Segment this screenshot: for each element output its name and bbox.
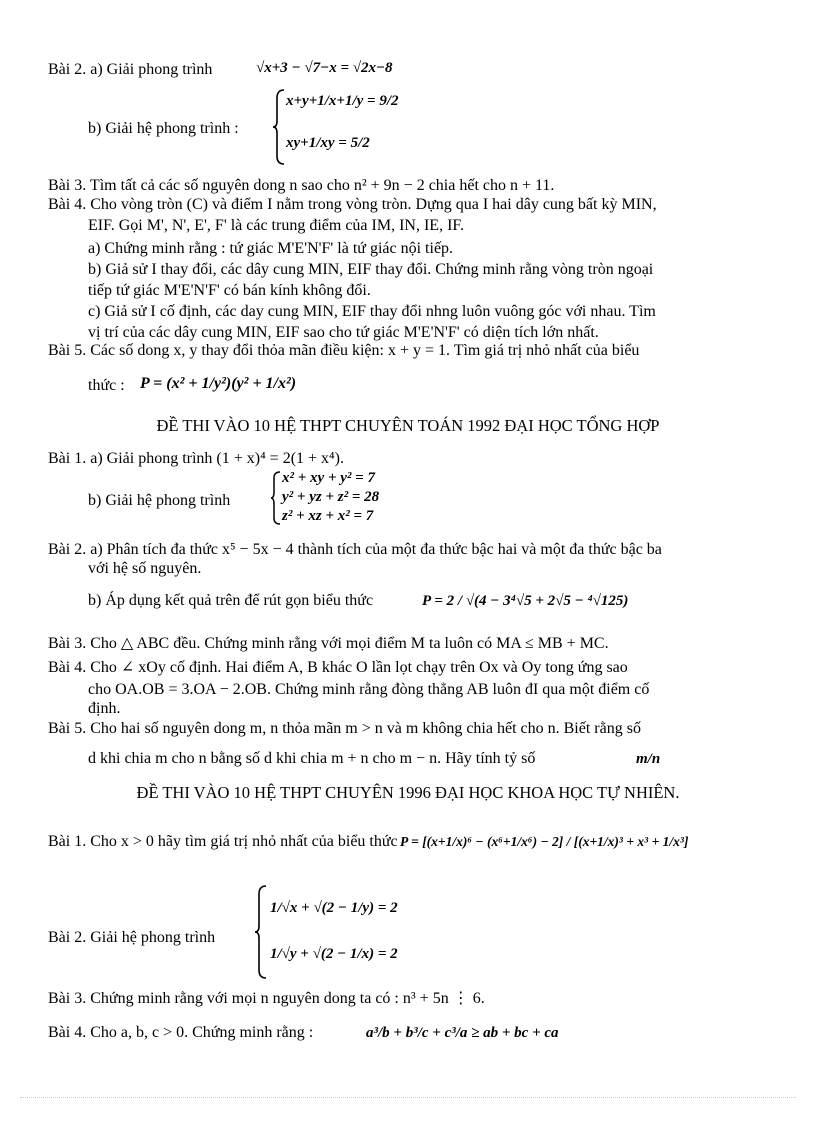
s3-problem-2-text: Bài 2. Giải hệ phong trình	[48, 929, 216, 946]
page-divider	[20, 1097, 796, 1098]
problem-2a-equation: √x+3 − √7−x = √2x−8	[256, 60, 393, 76]
problem-5-expression: P = (x² + 1/y²)(y² + 1/x²)	[140, 375, 297, 392]
s2-problem-2a-line-2: với hệ số nguyên.	[88, 560, 202, 577]
s2-problem-1b-text: b) Giải hệ phong trình	[88, 492, 231, 509]
system-brace-icon	[272, 88, 286, 166]
s2-problem-4-line-2: cho OA.OB = 3.OA − 2.OB. Chứng minh rằng đòng thẳng AB luôn đI qua một điểm cố	[88, 681, 650, 698]
s2-problem-4-line-3: định.	[88, 700, 121, 717]
s3-problem-3-text: Bài 3. Chứng minh rằng với mọi n nguyên dong ta có : n³ + 5n ⋮ 6.	[48, 990, 485, 1007]
s2-problem-2b-expression: P = 2 / √(4 − 3⁴√5 + 2√5 − ⁴√125)	[422, 593, 629, 609]
s2-problem-1a-text: Bài 1. a) Giải phong trình (1 + x)⁴ = 2(1 + x⁴).	[48, 450, 344, 467]
s2-system-equation-1: x² + xy + y² = 7	[282, 470, 375, 486]
problem-4-line-2: EIF. Gọi M', N', E', F' là các trung điểm của IM, IN, IE, IF.	[88, 217, 465, 234]
problem-4b-line-2: tiếp tứ giác M'E'N'F' có bán kính không đổi.	[88, 282, 371, 299]
s2-problem-5-expression: m/n	[636, 751, 661, 767]
problem-3-text: Bài 3. Tìm tất cả các số nguyên dong n sao cho n² + 9n − 2 chia hết cho n + 11.	[48, 177, 555, 194]
problem-2b-text: b) Giải hệ phong trình :	[88, 120, 239, 137]
s3-system-equation-1: 1/√x + √(2 − 1/y) = 2	[270, 900, 398, 916]
s2-problem-5-line-2: d khi chia m cho n bằng số d khi chia m + n cho m − n. Hãy tính tỷ số	[88, 750, 536, 767]
s2-system-equation-2: y² + yz + z² = 28	[282, 489, 380, 505]
problem-4b-line-1: b) Giả sử I thay đổi, các dây cung MIN, EIF thay đổi. Chứng minh rằng vòng tròn ngoại	[88, 261, 654, 278]
system-equation-1: x+y+1/x+1/y = 9/2	[286, 93, 399, 109]
s3-problem-4-text: Bài 4. Cho a, b, c > 0. Chứng minh rằng :	[48, 1024, 314, 1041]
problem-2a-text: Bài 2. a) Giải phong trình	[48, 61, 213, 78]
section-title-1996: ĐỀ THI VÀO 10 HỆ THPT CHUYÊN 1996 ĐẠI HỌC KHOA HỌC TỰ NHIÊN.	[136, 783, 680, 802]
s2-problem-3-text: Bài 3. Cho △ ABC đều. Chứng minh rằng với mọi điểm M ta luôn có MA ≤ MB + MC.	[48, 635, 609, 652]
system-brace-icon	[254, 884, 268, 980]
problem-4c-line-1: c) Giả sử I cố định, các day cung MIN, EIF thay đổi nhng luôn vuông góc với nhau. Tìm	[88, 303, 656, 320]
s2-problem-2a-line-1: Bài 2. a) Phân tích đa thức x⁵ − 5x − 4 thành tích của một đa thức bậc hai và một đa thức bậc ba	[48, 541, 662, 558]
s3-system-equation-2: 1/√y + √(2 − 1/x) = 2	[270, 946, 398, 962]
system-equation-2: xy+1/xy = 5/2	[286, 135, 370, 151]
problem-4c-line-2: vị trí của các dây cung MIN, EIF sao cho tứ giác M'E'N'F' có diện tích lớn nhất.	[88, 324, 599, 341]
s2-system-equation-3: z² + xz + x² = 7	[282, 508, 374, 524]
s2-problem-2b-text: b) Áp dụng kết quả trên để rút gọn biểu thức	[88, 592, 374, 609]
s3-problem-4-expression: a³/b + b³/c + c³/a ≥ ab + bc + ca	[366, 1025, 559, 1041]
s3-problem-1-expression: P = [(x+1/x)⁶ − (x⁶+1/x⁶) − 2] / [(x+1/x)³ + x³ + 1/x³]	[400, 834, 689, 849]
s2-problem-5-line-1: Bài 5. Cho hai số nguyên dong m, n thỏa mãn m > n và m không chia hết cho n. Biết rằng số	[48, 720, 641, 737]
system-brace-icon	[270, 470, 282, 526]
problem-4-line-1: Bài 4. Cho vòng tròn (C) và điểm I nằm trong vòng tròn. Dựng qua I hai dây cung bất kỳ MIN,	[48, 196, 657, 213]
problem-5-line-1: Bài 5. Các số dong x, y thay đổi thỏa mãn điều kiện: x + y = 1. Tìm giá trị nhỏ nhất của biểu	[48, 342, 640, 359]
problem-4a-text: a) Chứng minh rằng : tứ giác M'E'N'F' là tứ giác nội tiếp.	[88, 240, 454, 257]
section-title-1992: ĐỀ THI VÀO 10 HỆ THPT CHUYÊN TOÁN 1992 ĐẠI HỌC TỔNG HỢP	[156, 416, 660, 435]
s2-problem-4-line-1: Bài 4. Cho ∠ xOy cố định. Hai điểm A, B khác O lần lọt chạy trên Ox và Oy tong ứng sao	[48, 659, 628, 676]
s3-problem-1-text: Bài 1. Cho x > 0 hãy tìm giá trị nhỏ nhất của biểu thức	[48, 833, 398, 850]
problem-5-line-2: thức :	[88, 377, 125, 394]
